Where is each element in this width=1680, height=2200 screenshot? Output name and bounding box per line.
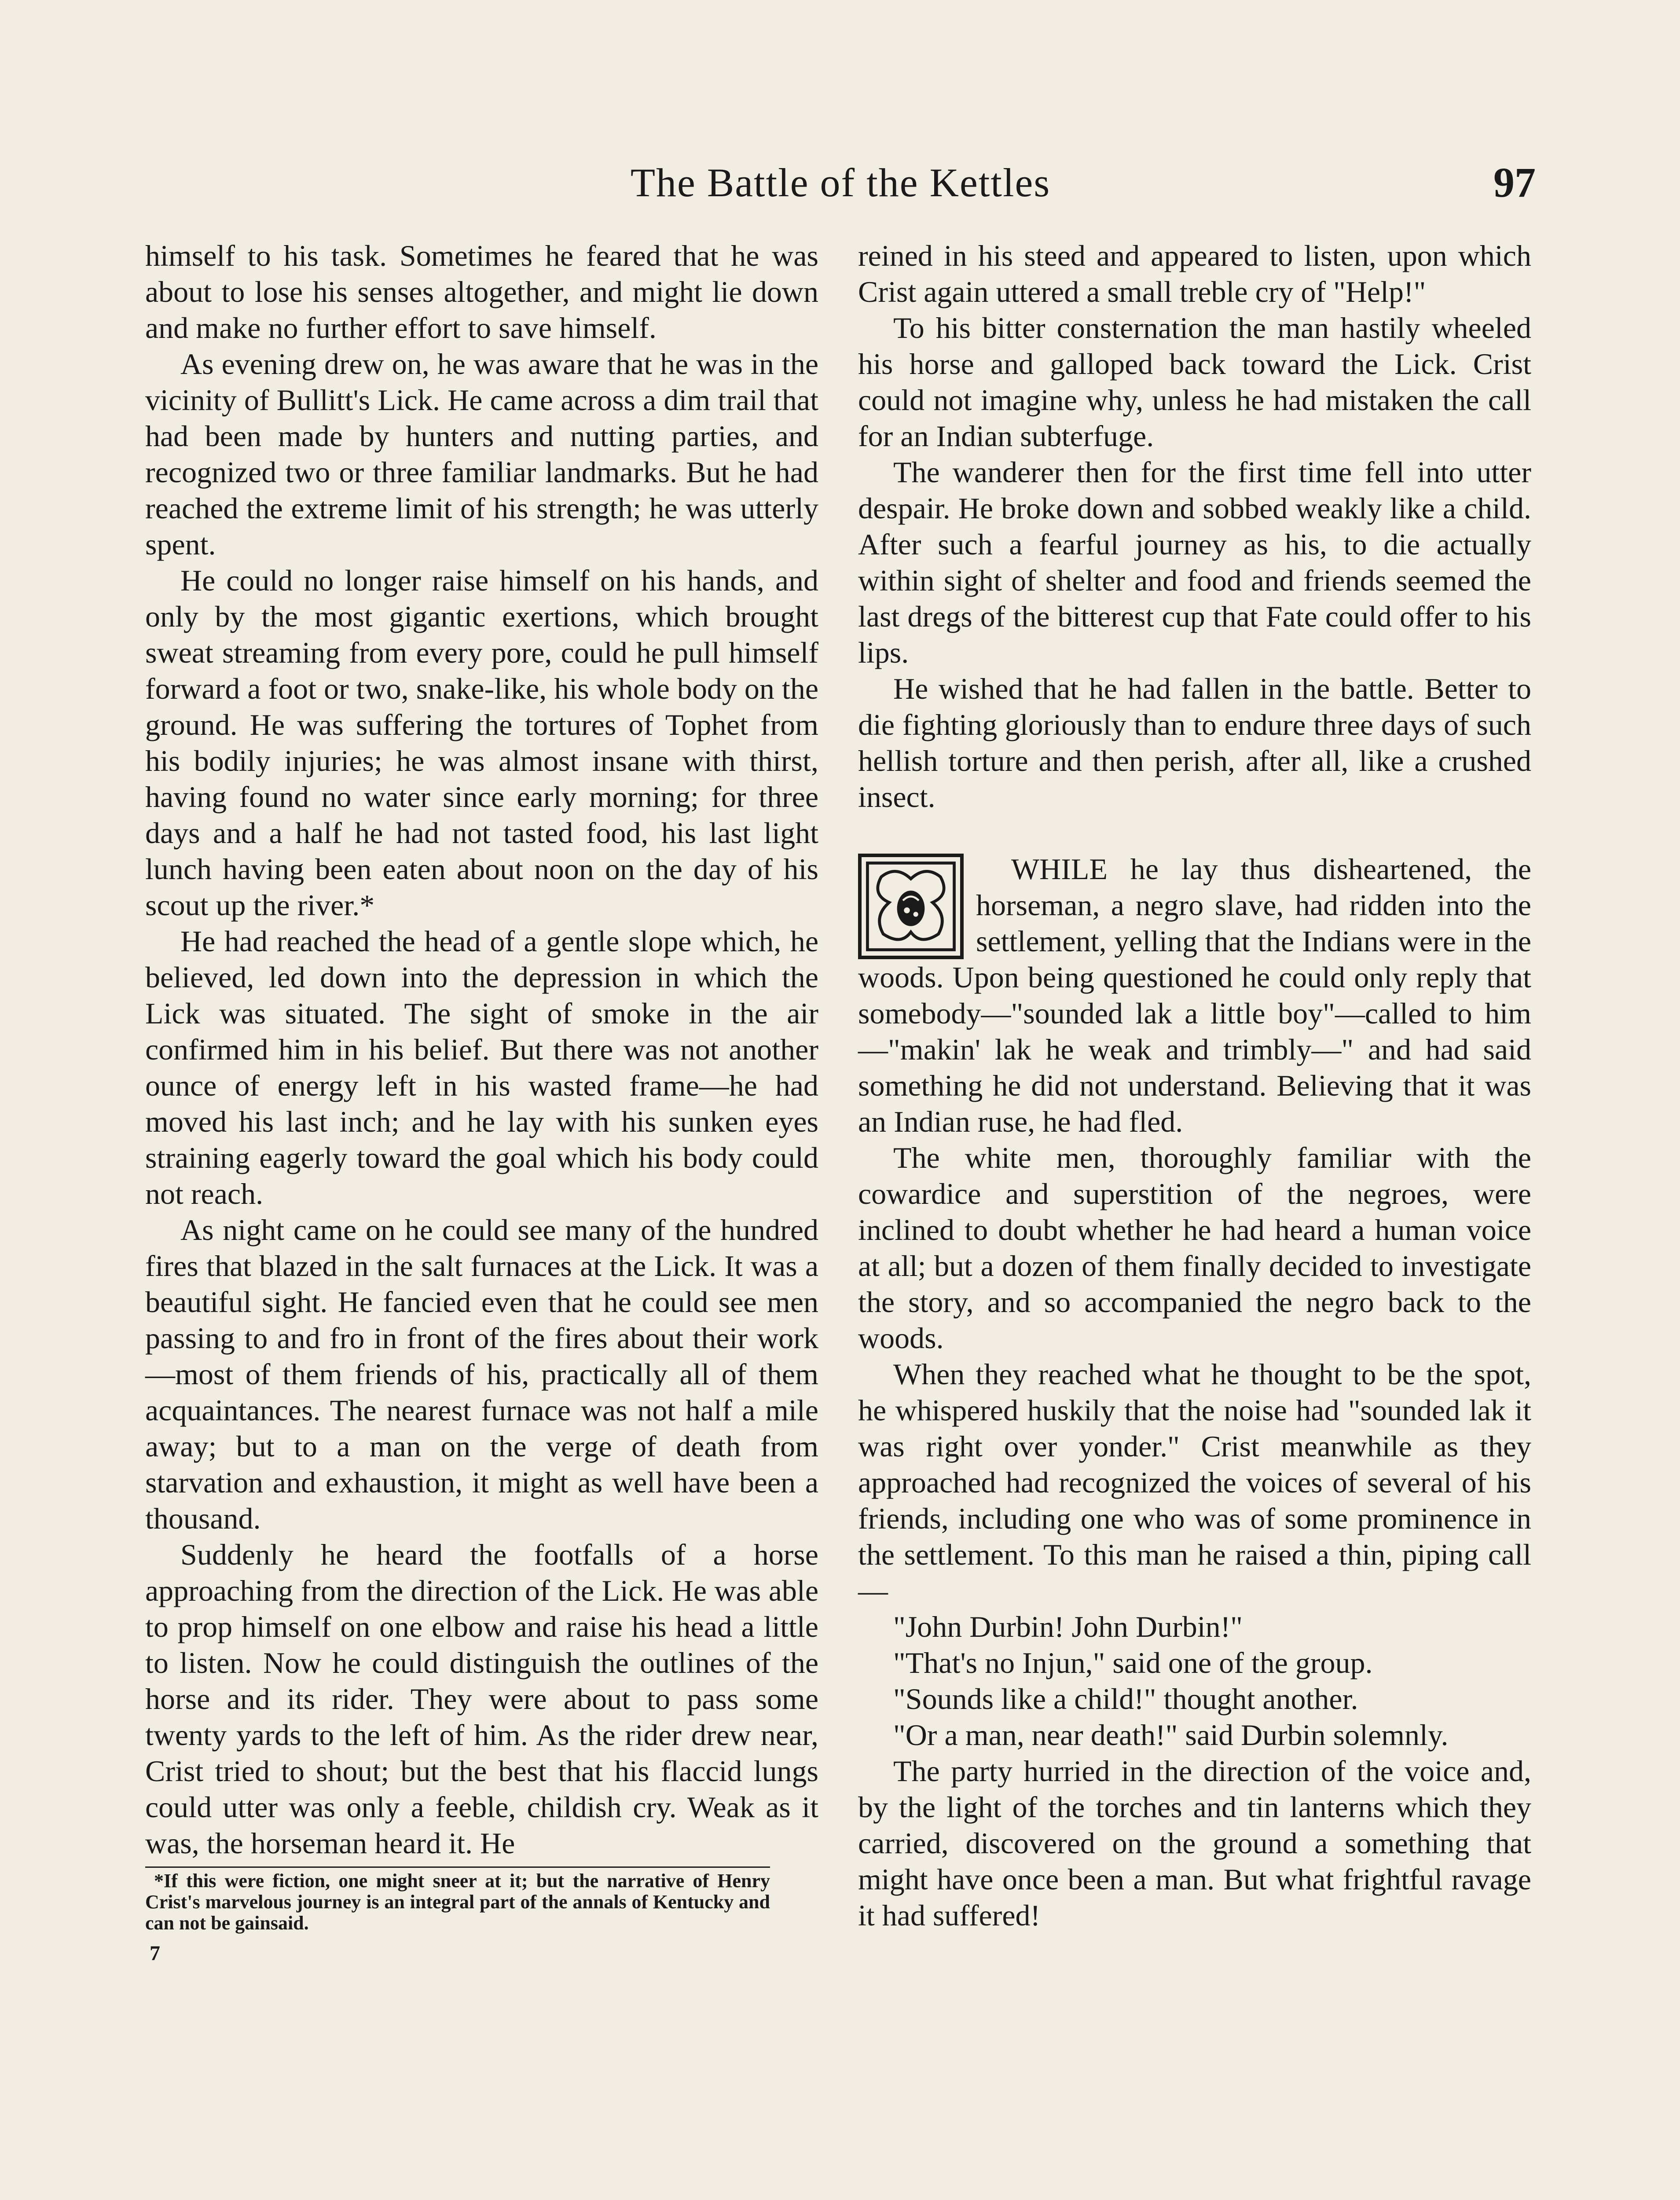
dropcap-paragraph: WHILE he lay thus disheartened, the horseman, a negro slave, had ridden into the settlement, yelling that the Indians were in the woods. Upon being questioned he could only reply that somebody—"sounded lak a little boy"—called to him—"makin' lak he weak and trimbly—" and had said something he did not understand. Believing that it was an Indian ruse, he had fled.	[858, 852, 1531, 1138]
page-number: 97	[1493, 159, 1536, 206]
footnote: *If this were fiction, one might sneer at it; but the narrative of Henry Crist's marvelous journey is an integral part of the annals of Kentucky and can not be gainsaid.	[145, 1866, 770, 1934]
paragraph: To his bitter consternation the man hastily wheeled his horse and galloped back toward the Lick. Crist could not imagine why, unless he had mistaken the call for an Indian subterfuge.	[858, 311, 1531, 453]
paragraph: "That's no Injun," said one of the group.	[893, 1646, 1373, 1679]
paragraph: Suddenly he heard the footfalls of a horse approaching from the direction of the Lick. He was able to prop himself on one elbow and raise his head a little to listen. Now he could distinguish the outlines of the horse and its rider. They were about to pass some twenty yards to the left of him. As the rider drew near, Crist tried to shout; but the best that his flaccid lungs could utter was only a feeble, childish cry. Weak as it was, the horseman heard it. He	[145, 1538, 818, 1860]
running-title: The Battle of the Kettles	[630, 160, 1051, 205]
section-break	[858, 851, 1531, 1140]
floral-dropcap-ornament-icon	[858, 854, 964, 959]
paragraph: The party hurried in the direction of the voice and, by the light of the torches and tin lanterns which they carried, discovered on the ground a something that might have once been a man. But what frightful ravage it had suffered!	[858, 1754, 1531, 1932]
paragraph: The wanderer then for the first time fell into utter despair. He broke down and sobbed weakly like a child. After such a fearful journey as his, to die actually within sight of shelter and food and friends seemed the last dregs of the bitterest cup that Fate could offer to his lips.	[858, 455, 1531, 669]
paragraph: himself to his task. Sometimes he feared that he was about to lose his senses altogether, and might lie down and make no further effort to save himself.	[145, 239, 818, 345]
signature-mark: 7	[150, 1942, 160, 1965]
paragraph: reined in his steed and appeared to listen, upon which Crist again uttered a small treble cry of "Help!"	[858, 239, 1531, 308]
paragraph: He could no longer raise himself on his hands, and only by the most gigantic exertions, which brought sweat streaming from every pore, could he pull himself forward a foot or two, snake-like, his whole body on the ground. He was suffering the tortures of Tophet from his bodily injuries; he was almost insane with thirst, having found no water since early morning; for three days and a half he had not tasted food, his last light lunch having been eaten about noon on the day of his scout up the river.*	[145, 564, 818, 922]
paragraph: When they reached what he thought to be the spot, he whispered huskily that the noise had "sounded lak it was right over yonder." Crist meanwhile as they approached had recognized the voices of several of his friends, including one who was of some prominence in the settlement. To this man he raised a thin, piping call—	[858, 1357, 1531, 1607]
paragraph: "Sounds like a child!" thought another.	[893, 1682, 1358, 1716]
running-head	[145, 154, 1536, 211]
paragraph: As night came on he could see many of the hundred fires that blazed in the salt furnaces at the Lick. It was a beautiful sight. He fancied even that he could see men passing to and fro in front of the fires about their work—most of them friends of his, practically all of them acquaintances. The nearest furnace was not half a mile away; but to a man on the verge of death from starvation and exhaustion, it might as well have been a thousand.	[145, 1213, 818, 1535]
paragraph: "John Durbin! John Durbin!"	[893, 1610, 1243, 1643]
paragraph: As evening drew on, he was aware that he was in the vicinity of Bullitt's Lick. He came across a dim trail that had been made by hunters and nutting parties, and recognized two or three familiar landmarks. But he had reached the extreme limit of his strength; he was utterly spent.	[145, 347, 818, 561]
paragraph: "Or a man, near death!" said Durbin solemnly.	[893, 1718, 1449, 1752]
paragraph: The white men, thoroughly familiar with the cowardice and superstition of the negroes, were inclined to doubt whether he had heard a human voice at all; but a dozen of them finally decided to investigate the story, and so accompanied the negro back to the woods.	[858, 1141, 1531, 1355]
paragraph: He wished that he had fallen in the battle. Better to die fighting gloriously than to endure three days of such hellish torture and then perish, after all, like a crushed insect.	[858, 672, 1531, 814]
left-column	[145, 238, 818, 1972]
right-column	[858, 238, 1531, 1933]
paragraph: He had reached the head of a gentle slope which, he believed, led down into the depression in which the Lick was situated. The sight of smoke in the air confirmed him in his belief. But there was not another ounce of energy left in his wasted frame—he had moved his last inch; and he lay with his sunken eyes straining eagerly toward the goal which his body could not reach.	[145, 924, 818, 1210]
